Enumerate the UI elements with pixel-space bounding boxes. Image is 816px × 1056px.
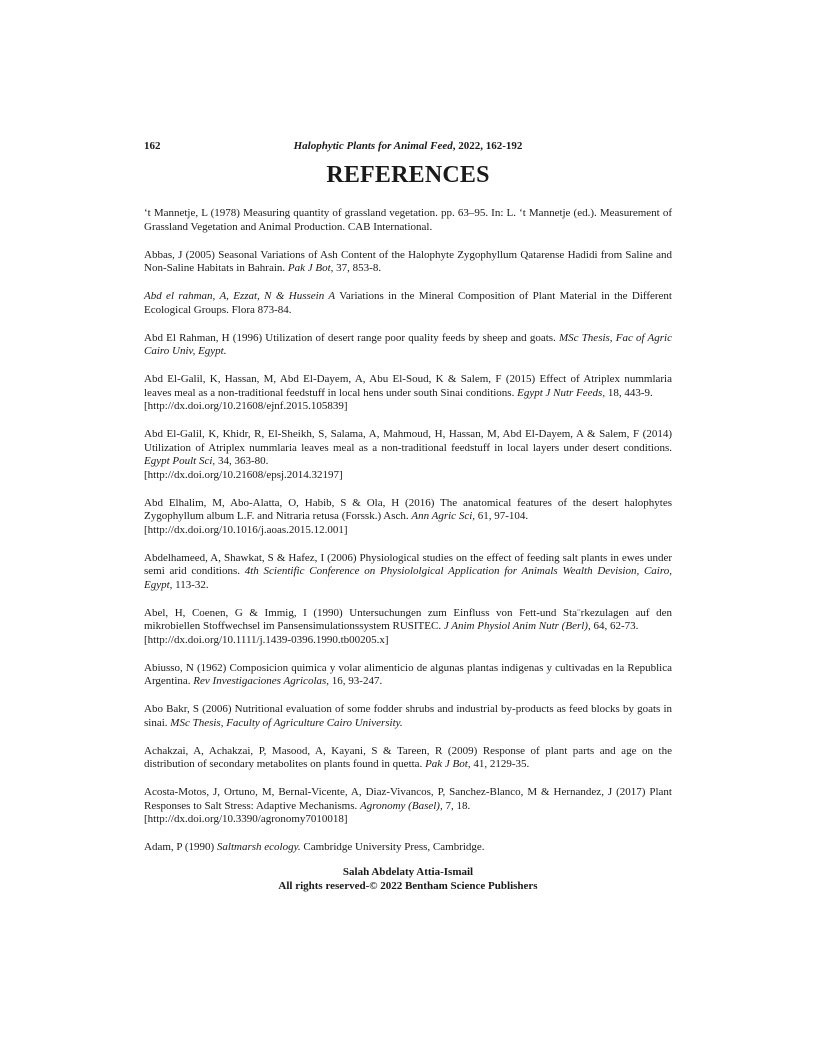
ref-volume-pages: 41, 2129-35. xyxy=(470,758,530,770)
page-footer xyxy=(144,866,672,893)
ref-source: Saltmarsh ecology. xyxy=(216,841,301,853)
reference-entry xyxy=(144,373,672,414)
ref-source: Egypt J Nutr Feeds, xyxy=(517,386,606,399)
reference-entry xyxy=(144,786,672,827)
reference-entry xyxy=(144,607,672,648)
ref-source: Pak J Bot, xyxy=(287,262,334,274)
ref-source: Ann Agric Sci, xyxy=(411,510,476,522)
ref-source: Pak J Bot, xyxy=(425,758,471,770)
ref-volume-pages: 7, 18. xyxy=(442,799,471,812)
ref-text: Abd El-Galil, K, Khidr, R, El-Sheikh, S, Salama, A, Mahmoud, H, Hassan, M, Abd El-Dayem, A & Salem, F (2014) Utilization of Atriplex nummlaria leaves meal as a non-traditional feedstuff in local layers under desert conditions. xyxy=(144,428,672,454)
journal-citation xyxy=(144,140,672,152)
ref-source: MSc Thesis, Fac of Agric Cairo Univ, Egypt. xyxy=(144,331,672,357)
journal-title: Halophytic Plants for Animal Feed xyxy=(293,140,453,152)
author-name: Salah Abdelaty Attia-Ismail xyxy=(342,866,474,878)
ref-text: Acosta-Motos, J, Ortuno, M, Bernal-Vicente, A, Diaz-Vivancos, P, Sanchez-Blanco, M & Hernandez, J (2017) Plant Responses to Salt Stress: Adaptive Mechanisms. xyxy=(144,786,672,812)
ref-text: Abbas, J (2005) Seasonal Variations of Ash Content of the Halophyte Zygophyllum Qatarense Hadidi from Saline and Non-Saline Habitats in Bahrain. xyxy=(144,248,672,274)
ref-volume-pages: 64, 62-73. xyxy=(590,620,639,632)
reference-entry xyxy=(144,703,672,730)
ref-source: J Anim Physiol Anim Nutr (Berl), xyxy=(443,620,591,632)
ref-volume-pages: 61, 97-104. xyxy=(475,510,529,522)
reference-entry xyxy=(144,745,672,772)
ref-text: Abo Bakr, S (2006) Nutritional evaluation of some fodder shrubs and industrial by-products as feed blocks by goats in sinai. xyxy=(144,703,672,729)
ref-text: Abd El Rahman, H (1996) Utilization of desert range poor quality feeds by sheep and goats. xyxy=(144,331,559,344)
reference-entry xyxy=(144,662,672,689)
ref-source: Egypt Poult Sci, xyxy=(144,455,216,467)
ref-doi-link[interactable]: [http://dx.doi.org/10.21608/epsj.2014.32197] xyxy=(144,468,343,481)
ref-source: MSc Thesis, Faculty of Agriculture Cairo University. xyxy=(170,716,403,729)
reference-entry xyxy=(144,290,672,317)
ref-doi-link[interactable]: [http://dx.doi.org/10.21608/ejnf.2015.105839] xyxy=(144,400,348,412)
ref-text: Abd Elhalim, M, Abo-Alatta, O, Habib, S & Ola, H (2016) The anatomical features of the desert halophytes Zygophyllum album L.F. and Nitraria retusa (Forssk.) Asch. xyxy=(144,496,672,522)
ref-text: Adam, P (1990) xyxy=(144,841,217,853)
copyright-notice: All rights reserved-© 2022 Bentham Science Publishers xyxy=(278,879,538,892)
ref-authors-italic: Abd el rahman, A, Ezzat, N & Hussein A xyxy=(144,290,336,302)
reference-entry xyxy=(144,428,672,482)
section-title: REFERENCES xyxy=(326,162,490,188)
reference-list xyxy=(144,207,672,869)
reference-entry xyxy=(144,841,672,855)
ref-text: Achakzai, A, Achakzai, P, Masood, A, Kayani, S & Tareen, R (2009) Response of plant parts and age on the distribution of secondary metabolites on plants found in quetta. xyxy=(144,744,672,770)
ref-text: ‘t Mannetje, L (1978) Measuring quantity of grassland vegetation. pp. 63–95. In: L. ‘t Mannetje (ed.). Measurement of Grassland Vegetation and Animal Production. CAB International. xyxy=(144,207,672,233)
ref-volume-pages: 18, 443-9. xyxy=(605,386,653,399)
ref-text: Variations in the Mineral Composition of Plant Material in the Different Ecological Groups. Flora 873-84. xyxy=(144,290,672,316)
reference-entry xyxy=(144,207,672,234)
ref-text: Abd El-Galil, K, Hassan, M, Abd El-Dayem, A, Abu El-Soud, K & Salem, F (2015) Effect of Atriplex nummlaria leaves meal as a non-traditional feedstuff in local hens under south Sinai conditions. xyxy=(144,373,672,399)
ref-text: Abiusso, N (1962) Composicion quimica y volar alimenticio de algunas plantas indigenas y cultivadas en la Republica Argentina. xyxy=(144,661,672,687)
running-header xyxy=(144,140,672,156)
ref-volume-pages: 34, 363-80. xyxy=(215,455,269,467)
reference-entry xyxy=(144,249,672,276)
ref-doi-link[interactable]: [http://dx.doi.org/10.1016/j.aoas.2015.12.001] xyxy=(144,523,348,536)
reference-entry xyxy=(144,552,672,593)
ref-text: Abdelhameed, A, Shawkat, S & Hafez, I (2006) Physiological studies on the effect of feeding salt plants in ewes under semi arid conditions. xyxy=(144,551,672,577)
reference-entry xyxy=(144,497,672,538)
ref-volume-pages: 113-32. xyxy=(172,578,209,591)
ref-source: 4th Scientific Conference on Physiololgical Application for Animals Wealth Devision, Cairo, Egypt, xyxy=(144,565,672,591)
ref-source: Rev Investigaciones Agricolas, xyxy=(193,675,330,687)
ref-doi-link[interactable]: [http://dx.doi.org/10.3390/agronomy7010018] xyxy=(144,813,348,825)
ref-volume-pages: Cambridge University Press, Cambridge. xyxy=(300,841,485,853)
ref-volume-pages: 16, 93-247. xyxy=(329,675,383,687)
journal-year-pages: , 2022, 162-192 xyxy=(452,140,523,152)
page-number: 162 xyxy=(144,140,161,152)
ref-volume-pages: 37, 853-8. xyxy=(333,262,382,274)
reference-entry xyxy=(144,332,672,359)
ref-source: Agronomy (Basel), xyxy=(360,799,443,812)
ref-text: Abel, H, Coenen, G & Immig, I (1990) Untersuchungen zum Einfluss von Fett-und Sta¨rkezulagen auf den mikrobiellen Stoffwechsel im Pansensimulationssystem RUSITEC. xyxy=(144,606,672,632)
ref-doi-link[interactable]: [http://dx.doi.org/10.1111/j.1439-0396.1990.tb00205.x] xyxy=(144,633,389,646)
